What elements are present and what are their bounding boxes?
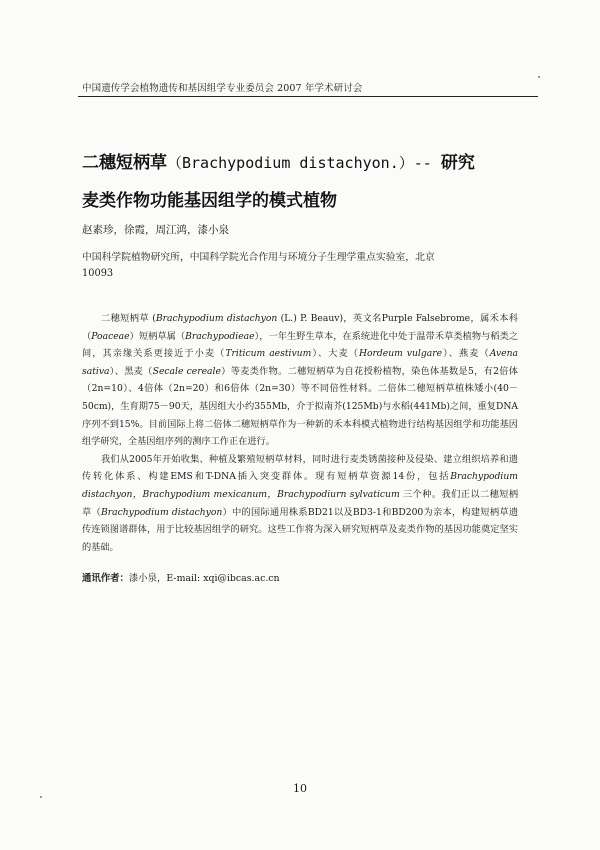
affiliation [82,250,522,282]
title-line-2: 麦类作物功能基因组学的模式植物 [82,191,337,211]
p2-latin-2: Brachypodium mexicanum [142,488,267,500]
p2-text-3: ， [267,488,278,500]
abstract-paragraph-2 [82,451,518,557]
p2-text-5: ）中的国际通用株系BD21以及BD3-1和BD200为亲本，构建短柄草遗传连锁图谱群体，用于比较基因组学的研究。这些工作将为深入研究短柄草及麦类作物的基因功能奠定坚实的基础。 [82,506,519,553]
p1-latin-3: Brachypodieae [185,330,255,342]
title-prefix: 二穗短柄草 [82,153,167,173]
p2-text-1: 我们从2005年开始收集、种植及繁殖短柄草材料，同时进行麦类锈菌接种及侵染、建立组织培养和遗传转化体系、构建EMS和T-DNA插入突变群体。现有短柄草资源14份，包括 [82,453,518,483]
p1-latin-6: Avena sativa [82,348,518,377]
p2-text-4: 三个种。我们正以二穗短柄草（ [82,488,519,518]
p1-text-6: ）、燕麦（ [442,348,490,360]
correspondence-label: 通讯作者： [82,573,129,584]
p1-latin-7: Secale cereale [152,365,221,377]
affiliation-line-2: 10093 [82,268,114,279]
title-line-1 [82,148,532,173]
p1-text-8: ）等麦类作物。二穗短柄草为自花授粉植物，染色体基数是5，有2倍体（2n=10）、4倍体（2n=20）和6倍体（2n=30）等不同倍性材料。二倍体二穗短柄草植株矮小(40－50cm)，生育期75－90天，基因组大小约355Mb，介于拟南芥(125Mb)与水稻(441Mb)之间，重复DNA序列不到15%。目前国际上将二倍体二穗短柄草作为一种新的禾本科模式植物进行结构基因组学和功能基因组学研究，全基因组序列的测序工作正在进行。 [82,365,518,448]
p1-text-5: ）、大麦（ [311,348,359,360]
running-head: 中国遗传学会植物遗传和基因组学专业委员会 2007 年学术研讨会 [82,83,363,94]
p2-latin-3: Brachypodiurn sylvaticum [277,488,400,500]
p2-latin-1: Brachypodium distachyon [82,471,518,500]
p1-text-3: ）短柄草属（ [129,330,186,342]
p1-latin-4: Triticum aestivum [225,348,312,360]
affiliation-line-1: 中国科学院植物研究所，中国科学院光合作用与环境分子生理学重点实验室，北京 [82,252,435,263]
p1-latin-5: Hordeum vulgare [358,348,443,360]
p1-text-2: (L.) P. Beauv)，英文名Purple Falsebrome，属禾本科（ [82,313,519,342]
p1-text-4: ），一年生野生草本，在系统进化中处于温带禾草类植物与稻类之间，其亲缘关系更接近于小麦（ [82,330,519,360]
correspondence-text: 漆小泉，E-mail: xqi@ibcas.ac.cn [128,573,280,584]
authors: 赵素珍，徐霞，周江鸿，漆小泉 [82,224,229,236]
p2-latin-4: Brachypodium distachyon [100,506,223,518]
scan-speck [538,76,540,78]
p2-text-2: ， [132,488,143,500]
p1-latin-2: Poaceae [91,330,130,342]
scan-speck [40,796,42,798]
title-suffix: 研究 [440,153,475,173]
p1-text-1: 二穗短柄草 ( [101,313,156,324]
page-number: 10 [293,782,307,795]
abstract-paragraph-1 [82,310,518,451]
p1-text-7: ）、黑麦（ [109,365,153,377]
header-rule [78,96,538,97]
title-latin-name: （Brachypodium distachyon.）-- [167,154,441,172]
correspondence [82,570,280,584]
p1-latin-1: Brachypodium distachyon [155,313,278,324]
abstract-body [82,310,518,556]
